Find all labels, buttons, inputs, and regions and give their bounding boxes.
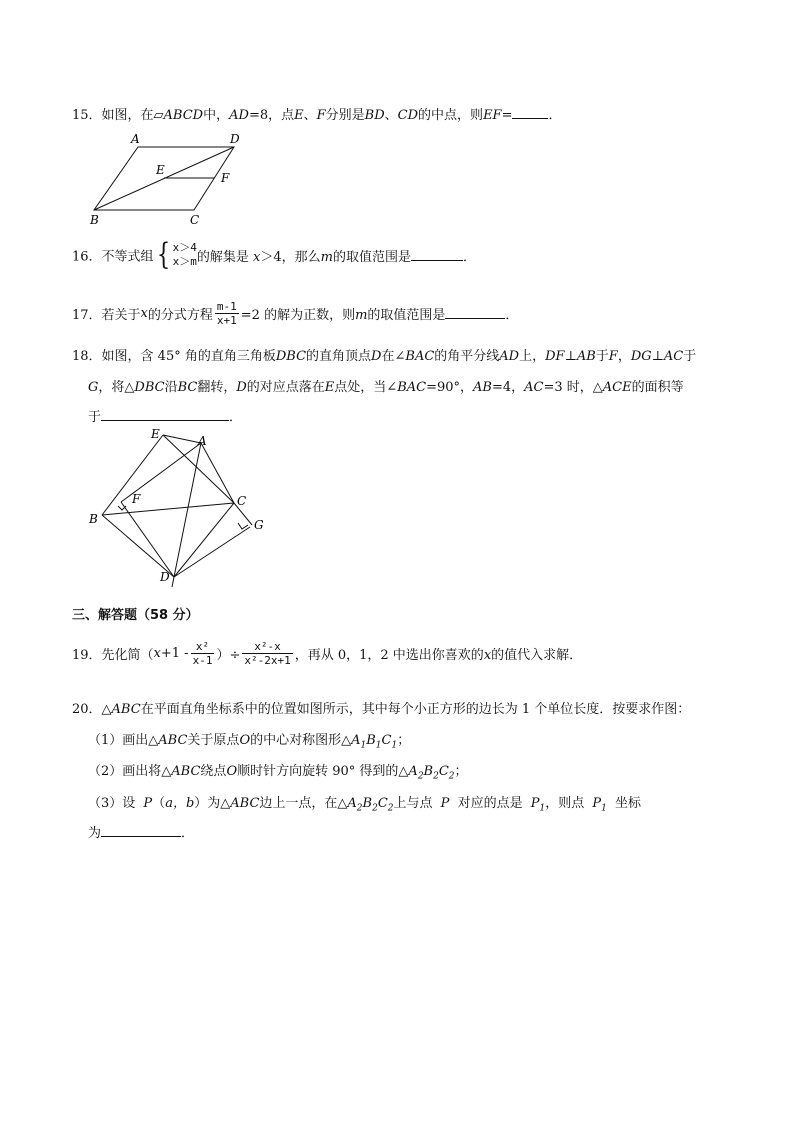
label-A: A [198, 434, 207, 448]
label-F: F [221, 171, 230, 185]
q20-line1: 20．△ABC在平面直角坐标系中的位置如图所示，其中每个小正方形的边长为 1 个单位长度．按要求作图： [72, 702, 691, 717]
q18-line3: 于 ． [88, 410, 243, 425]
label-A: A [131, 132, 140, 146]
label-B: B [89, 512, 98, 526]
label-E: E [151, 427, 160, 441]
q16-text: 16．不等式组{ x＞4 x＞m 的解集是 x＞4，那么m的取值范围是 ． [72, 237, 477, 272]
q15-parallelogram-figure [86, 130, 256, 230]
label-D: D [230, 132, 240, 146]
section-title: 三、解答题（58 分） [72, 608, 199, 623]
q18-line1: 18．如图，含 45° 角的直角三角板DBC的直角顶点D在∠BAC的角平分线AD上，DF⊥AB于F，DG⊥AC于 [72, 349, 697, 364]
q18-triangle-figure [84, 425, 274, 595]
q19-text: 19．先化简（x+1 - $\frac{\text{x²}}{x-1}$ ）÷ $\frac{\text{x²-x}}{\text{x²-2x+1}}$ ，再从 0，1，2 中选出你喜欢的x的值代入求解． [72, 640, 583, 667]
answer-blank [101, 824, 181, 837]
answer-blank [101, 408, 229, 421]
label-E: E [156, 163, 165, 177]
fraction: $\frac{m-1}{x+1}$ [216, 300, 237, 327]
answer-blank [445, 306, 505, 319]
inequality-system: x＞4 x＞m [172, 241, 197, 268]
q20-sub3-cont: 为 ． [88, 826, 195, 841]
q15-text: 15．如图，在▱ABCD中，AD=8，点E、F分别是BD、CD的中点，则EF= ． [72, 108, 562, 123]
label-B: B [90, 213, 99, 227]
label-C: C [237, 494, 247, 508]
label-G: G [254, 518, 264, 532]
q18-line2: G，将△DBC沿BC翻转，D的对应点落在E点处，当∠BAC=90°，AB=4，AC=3 时，△ACE的面积等 [88, 380, 684, 395]
label-F: F [132, 492, 141, 506]
fraction: $\frac{\text{x²-x}}{\text{x²-2x+1}}$ [244, 640, 291, 667]
label-C: C [190, 213, 200, 227]
q20-sub1: （1）画出△ABC关于原点O的中心对称图形$\triangle A_1B_1C_1$； [88, 733, 411, 751]
fraction: $\frac{\text{x²}}{x-1}$ [192, 640, 213, 667]
q17-text: 17．若关于x的分式方程 $\frac{m-1}{x+1}$ =2 的解为正数，则m的取值范围是 ． [72, 300, 519, 327]
answer-blank [411, 248, 463, 261]
system-brace: { [156, 237, 170, 272]
label-D: D [160, 570, 170, 584]
q20-sub3: （3）设 P（a，b）为△ABC边上一点，在$\triangle A_2B_2C_2$上与点 P 对应的点是 $P_1$，则点 $P_1$ 坐标 [88, 796, 641, 814]
answer-blank [512, 106, 548, 119]
q20-sub2: （2）画出将△ABC绕点O顺时针方向旋转 90° 得到的$\triangle A_2B_2C_2$； [88, 764, 468, 782]
